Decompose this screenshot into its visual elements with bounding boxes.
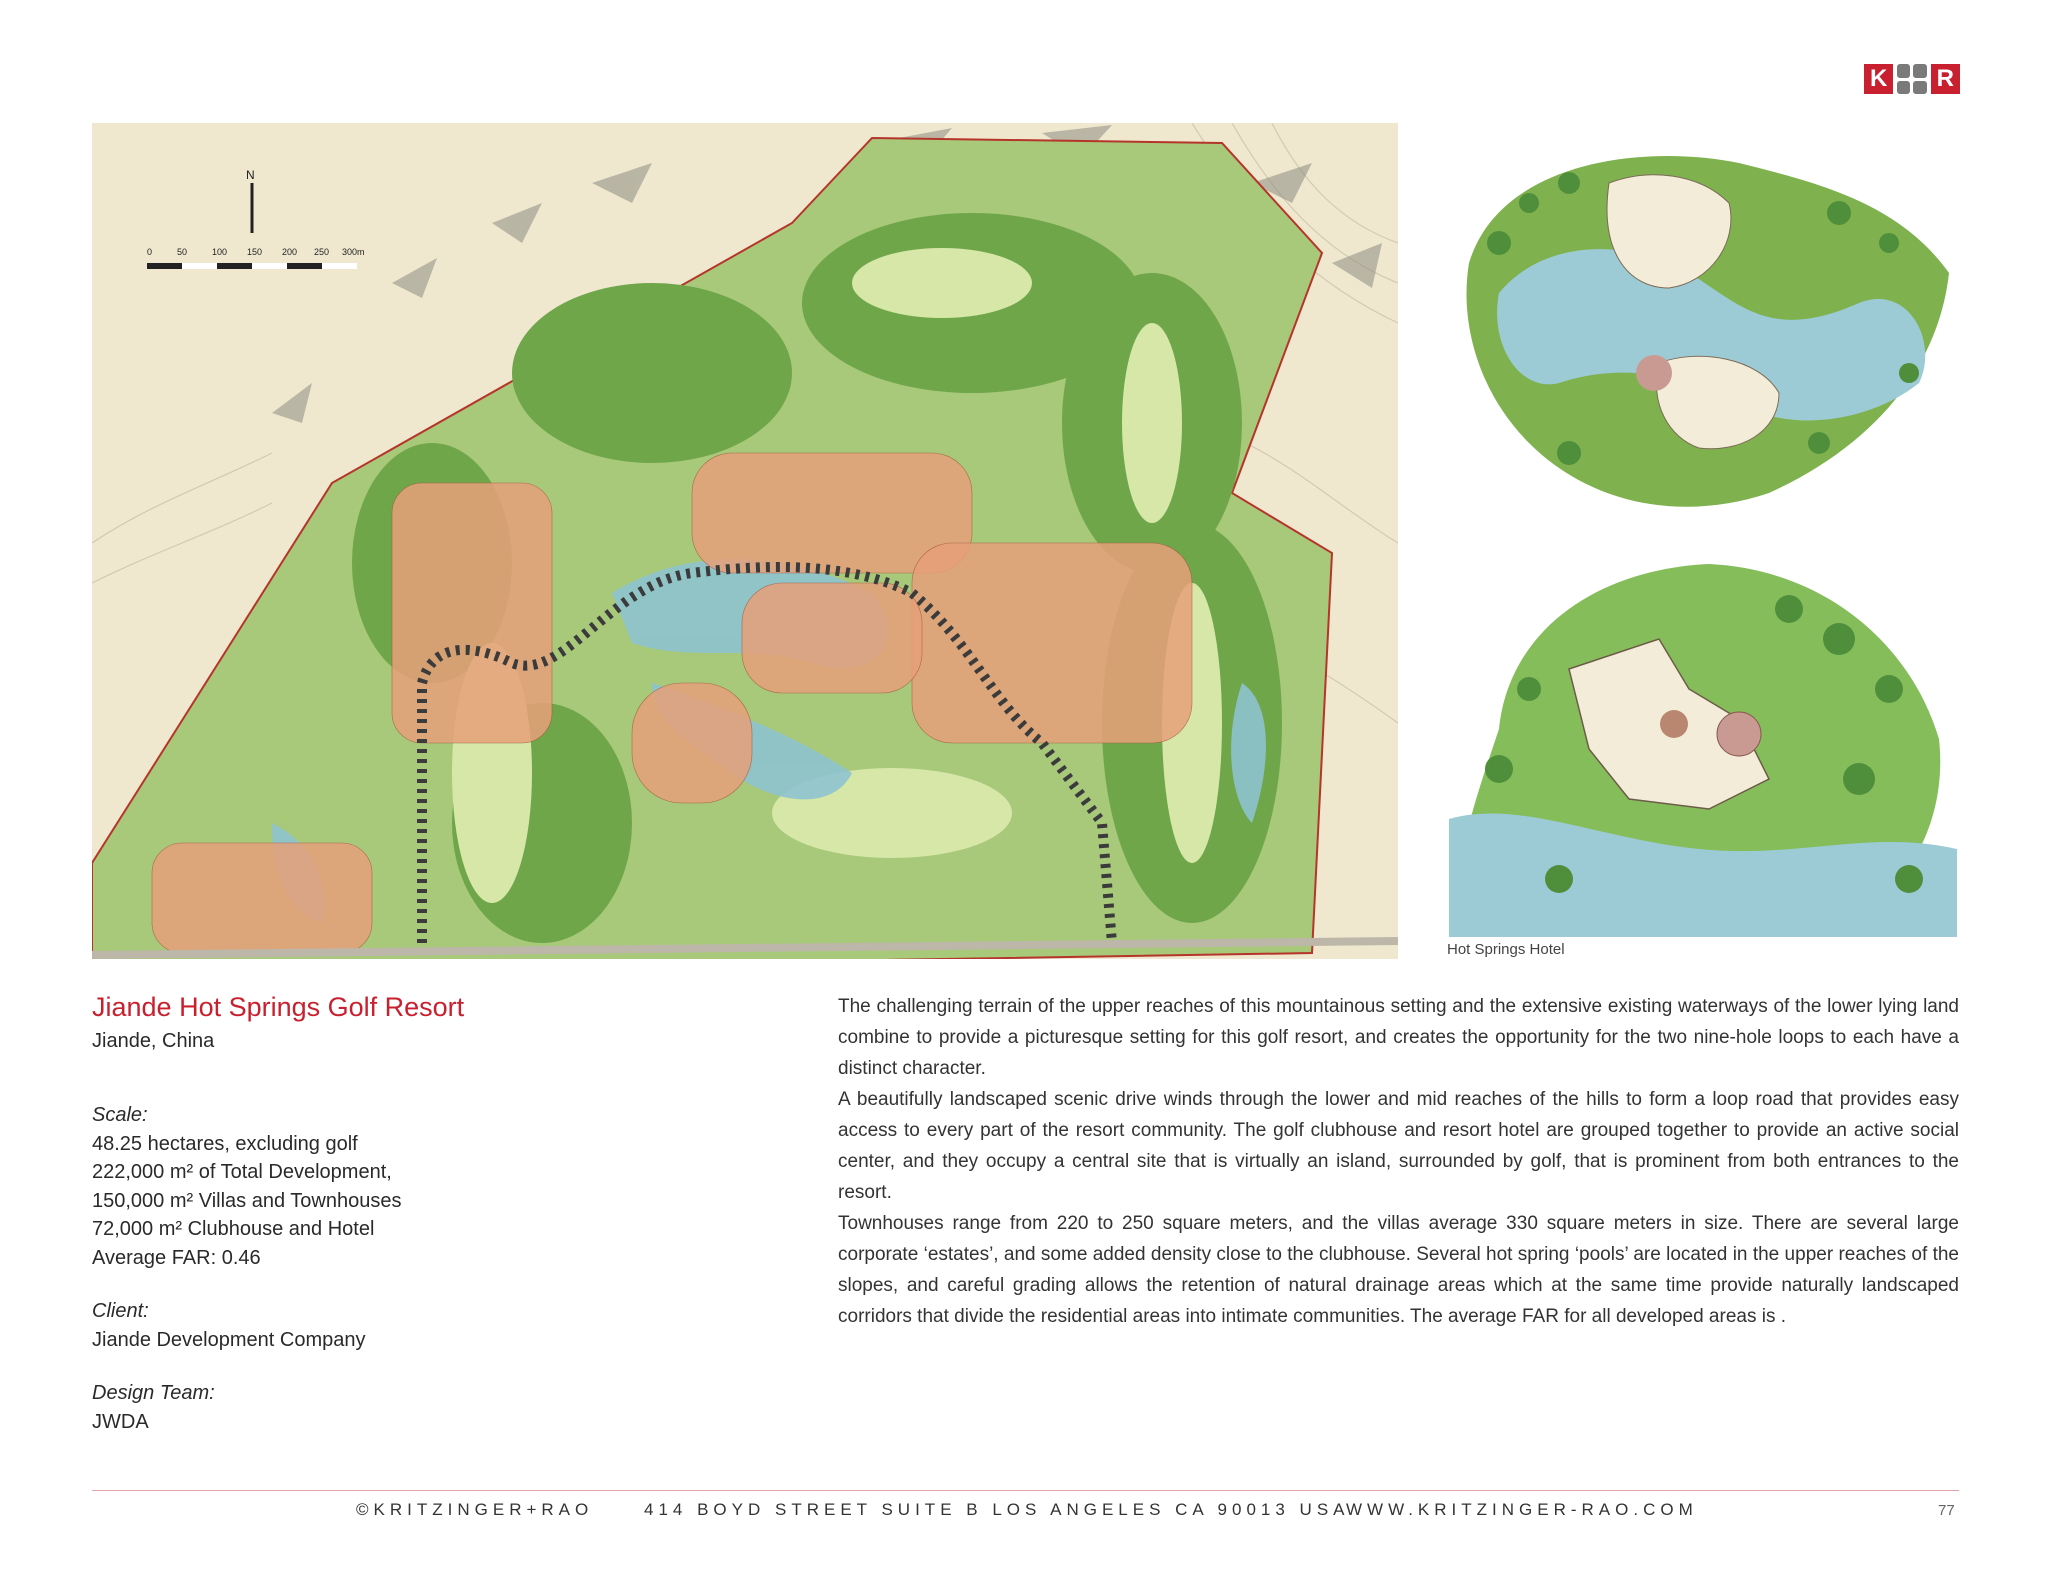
description-paragraph: Townhouses range from 220 to 250 square meters, and the villas average 330 square meters in size. There are several large corporate ‘estates’, and some added density close to the clubhouse. Several hot spring ‘pools’ are located in the upper reaches of the slopes, and careful grading allows the retention of natural drainage areas which at the same time provide naturally landscaped corridors that divide the residential areas into intimate communities. The average FAR for all developed areas is . <box>838 1213 1959 1327</box>
brand-logo <box>1864 64 1960 94</box>
scale-tick-label: 100 <box>212 247 228 257</box>
scale-section <box>92 1101 401 1272</box>
scale-line: Average FAR: 0.46 <box>92 1246 261 1269</box>
hotel-plan-image <box>1439 549 1957 937</box>
client-section <box>92 1297 366 1354</box>
scale-line: 150,000 m² Villas and Townhouses <box>92 1189 402 1212</box>
description-paragraph: A beautifully landscaped scenic drive winds through the lower and mid reaches of the hills to form a loop road that provides easy access to every part of the resort community. The golf clubhouse and resort hotel are grouped together to provide an active social center, and they occupy a central site that is virtually an island, surrounded by golf, that is prominent from both entrances to the resort. <box>838 1089 1959 1203</box>
project-description <box>838 991 1959 1332</box>
footer-address: 414 BOYD STREET SUITE B LOS ANGELES CA 90013 USA <box>644 1500 1350 1519</box>
scale-tick-label: 200 <box>282 247 298 257</box>
logo-r: R <box>1931 64 1960 94</box>
design-team-section <box>92 1379 215 1436</box>
client-label: Client: <box>92 1300 149 1322</box>
master-plan-image <box>92 123 1398 959</box>
scale-line: 222,000 m² of Total Development, <box>92 1161 392 1183</box>
scale-line: 72,000 m² Clubhouse and Hotel <box>92 1218 375 1240</box>
design-team-label: Design Team: <box>92 1382 215 1404</box>
footer-copyright: ©KRITZINGER+RAO <box>356 1500 594 1519</box>
footer-divider <box>92 1490 1959 1491</box>
client-name: Jiande Development Company <box>92 1328 366 1351</box>
description-paragraph: The challenging terrain of the upper reaches of this mountainous setting and the extensive existing waterways of the lower lying land combine to provide a picturesque setting for this golf resort, and creates the opportunity for the two nine-hole loops to each have a distinct character. <box>838 996 1959 1079</box>
north-label: N <box>246 168 255 182</box>
footer-website[interactable]: WWW.KRITZINGER-RAO.COM <box>1346 1500 1698 1519</box>
logo-dots-icon <box>1897 64 1926 94</box>
design-team-name: JWDA <box>92 1410 149 1433</box>
scale-tick-label: 50 <box>177 247 188 257</box>
scale-tick-label: 150 <box>247 247 263 257</box>
scale-label: Scale: <box>92 1104 148 1126</box>
clubhouse-plan-image <box>1439 123 1957 523</box>
page-number: 77 <box>1938 1502 1955 1519</box>
project-location: Jiande, China <box>92 1030 215 1052</box>
scale-line: 48.25 hectares, excluding golf <box>92 1132 358 1155</box>
scale-tick-label: 0 <box>147 247 153 257</box>
logo-k: K <box>1864 64 1893 94</box>
scale-tick-label: 250 <box>314 247 330 257</box>
project-title: Jiande Hot Springs Golf Resort <box>92 992 465 1022</box>
image-caption: Hot Springs Hotel <box>1447 941 1565 958</box>
scale-tick-label: 300m <box>342 247 365 257</box>
